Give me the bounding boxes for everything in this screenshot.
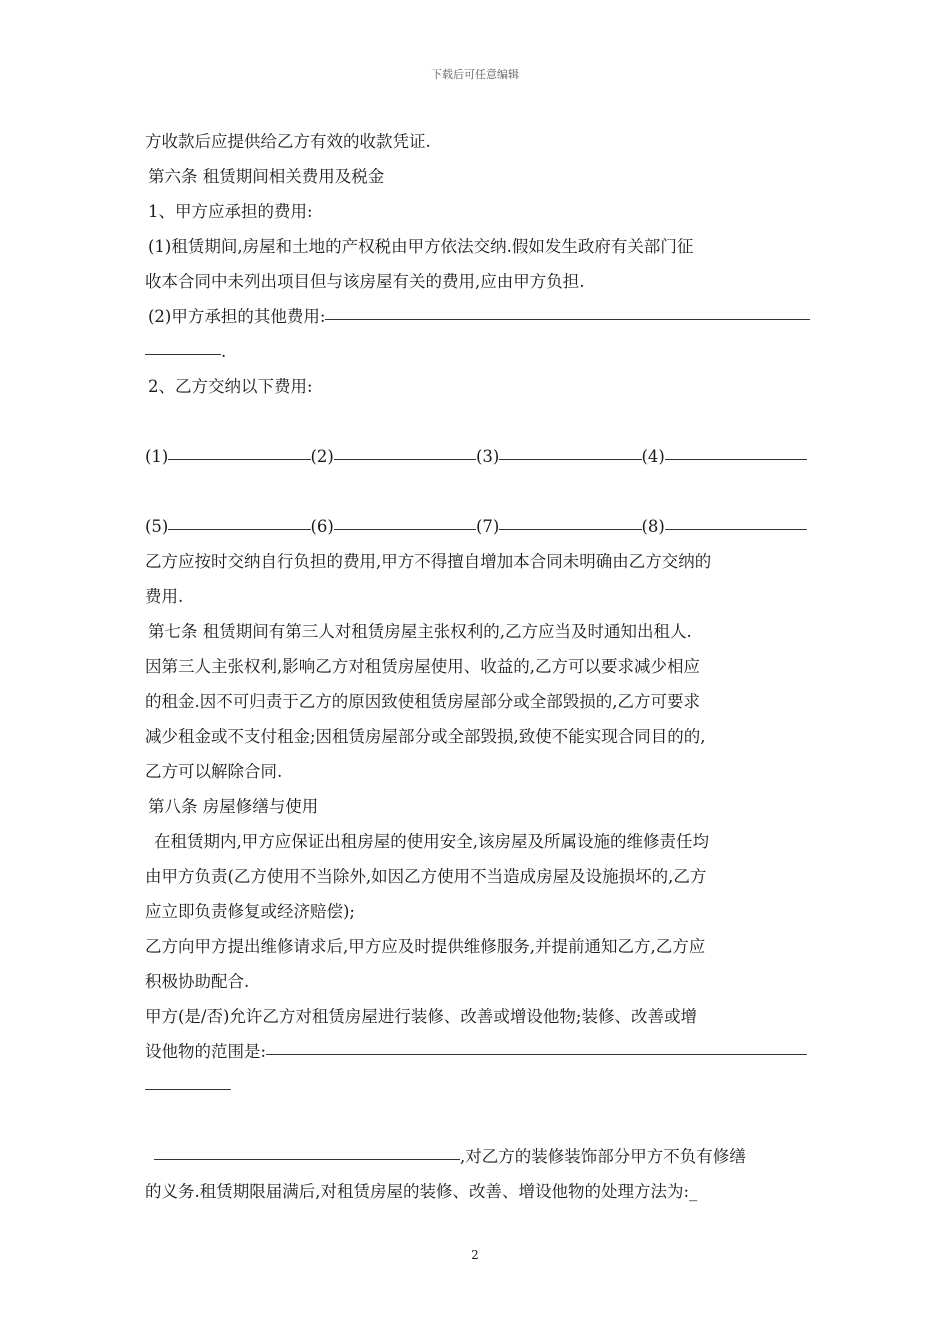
fill-line: [145, 334, 807, 369]
blank-underline[interactable]: [168, 458, 310, 460]
fee-label: (2): [310, 447, 334, 466]
page-header: 下载后可任意编辑: [431, 68, 519, 81]
text-line: 的租金.因不可归责于乙方的原因致使租赁房屋部分或全部毁损的,乙方可要求: [145, 692, 700, 711]
blank-underline[interactable]: [325, 318, 810, 320]
article-heading: 第六条 租赁期间相关费用及税金: [148, 167, 385, 186]
spacer: [145, 1104, 807, 1139]
blank-underline[interactable]: [334, 528, 476, 530]
text-line: 乙方可以解除合同.: [145, 762, 283, 781]
fee-label: (4): [641, 447, 665, 466]
text-fragment: ,对乙方的装修装饰部分甲方不负有修缮: [460, 1147, 746, 1166]
fee-row: [145, 509, 807, 544]
blank-underline[interactable]: [168, 528, 310, 530]
fee-label: (3): [476, 447, 500, 466]
fill-line: [145, 1139, 807, 1174]
text-line: 乙方向甲方提出维修请求后,甲方应及时提供维修服务,并提前通知乙方,乙方应: [145, 937, 706, 956]
text-line: 积极协助配合.: [145, 972, 250, 991]
text-line: 因第三人主张权利,影响乙方对租赁房屋使用、收益的,乙方可以要求减少相应: [145, 657, 700, 676]
blank-underline[interactable]: [334, 458, 476, 460]
fill-line: [145, 1069, 807, 1104]
article-heading: 第八条 房屋修缮与使用: [148, 797, 319, 816]
blank-underline[interactable]: [145, 353, 221, 355]
fill-line: [145, 1034, 807, 1069]
text-line: 2、乙方交纳以下费用:: [148, 377, 313, 396]
spacer: [145, 404, 807, 439]
document-body: [145, 124, 807, 1209]
text-line: 应立即负责修复或经济赔偿);: [145, 902, 355, 921]
fee-label: (6): [310, 517, 334, 536]
spacer: [145, 474, 807, 509]
text-line: 在租赁期内,甲方应保证出租房屋的使用安全,该房屋及所属设施的维修责任均: [154, 832, 709, 851]
blank-underline[interactable]: [266, 1053, 807, 1055]
blank-underline[interactable]: [665, 528, 807, 530]
blank-underline[interactable]: [499, 528, 641, 530]
blank-underline[interactable]: [665, 458, 807, 460]
text-line: 1、甲方应承担的费用:: [148, 202, 313, 221]
fill-line: [145, 299, 810, 334]
fee-label: (1): [145, 447, 169, 466]
text-line: 费用.: [145, 587, 184, 606]
fee-label: (5): [145, 517, 169, 536]
field-label: (2)甲方承担的其他费用:: [148, 307, 326, 326]
text-line: 乙方应按时交纳自行负担的费用,甲方不得擅自增加本合同未明确由乙方交纳的: [145, 552, 712, 571]
fee-label: (7): [476, 517, 500, 536]
period: .: [221, 342, 227, 361]
text-line: 方收款后应提供给乙方有效的收款凭证.: [145, 132, 431, 151]
blank-underline[interactable]: [499, 458, 641, 460]
text-line: 甲方(是/否)允许乙方对租赁房屋进行装修、改善或增设他物;装修、改善或增: [145, 1007, 697, 1026]
fee-label: (8): [641, 517, 665, 536]
text-line: 的义务.租赁期限届满后,对租赁房屋的装修、改善、增设他物的处理方法为:_: [145, 1182, 698, 1201]
text-line: 减少租金或不支付租金;因租赁房屋部分或全部毁损,致使不能实现合同目的的,: [145, 727, 706, 746]
field-label: 设他物的范围是:: [145, 1042, 267, 1061]
blank-underline[interactable]: [145, 1088, 231, 1090]
text-line: 由甲方负责(乙方使用不当除外,如因乙方使用不当造成房屋及设施损坏的,乙方: [145, 867, 707, 886]
fee-row: [145, 439, 807, 474]
text-line: 收本合同中未列出项目但与该房屋有关的费用,应由甲方负担.: [145, 272, 585, 291]
article-heading: 第七条 租赁期间有第三人对租赁房屋主张权利的,乙方应当及时通知出租人.: [148, 622, 692, 641]
blank-underline[interactable]: [154, 1158, 460, 1160]
page-number: 2: [471, 1248, 479, 1262]
text-line: (1)租赁期间,房屋和土地的产权税由甲方依法交纳.假如发生政府有关部门征: [148, 237, 694, 256]
